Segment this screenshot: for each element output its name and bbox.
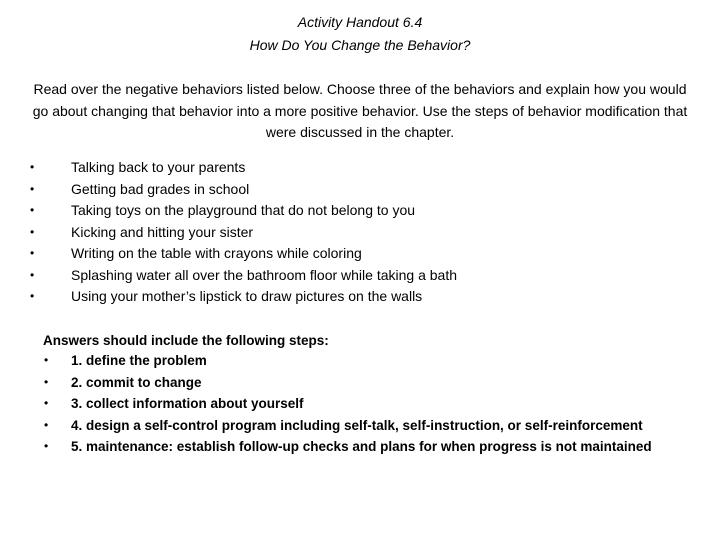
behavior-item (30, 200, 457, 222)
behavior-text: Getting bad grades in school (71, 180, 250, 197)
handout-title: Activity Handout 6.4 (297, 14, 423, 30)
behavior-item (30, 265, 457, 287)
bullet-icon: • (44, 396, 49, 410)
bullet-icon: • (44, 417, 49, 432)
step-item (43, 394, 663, 413)
step-item (43, 351, 663, 370)
bullet-icon: • (30, 203, 35, 217)
behavior-list (30, 157, 457, 308)
behavior-item (30, 222, 457, 244)
step-item (43, 373, 663, 392)
behavior-item (30, 157, 457, 179)
bullet-icon: • (44, 374, 49, 389)
step-text: 1. define the problem (71, 353, 207, 368)
behavior-text: Writing on the table with crayons while coloring (71, 245, 362, 261)
bullet-icon: • (44, 439, 49, 453)
behavior-item (30, 286, 457, 308)
behavior-text: Splashing water all over the bathroom floor while taking a bath (71, 266, 457, 283)
behavior-text: Talking back to your parents (71, 159, 246, 175)
bullet-icon: • (30, 160, 35, 174)
bullet-icon: • (44, 353, 49, 367)
behavior-item (30, 179, 457, 201)
steps-list (43, 351, 663, 459)
step-item (43, 437, 663, 456)
behavior-text: Taking toys on the playground that do not belong to you (71, 202, 416, 218)
handout-subtitle: How Do You Change the Behavior? (249, 37, 471, 53)
bullet-icon: • (30, 289, 35, 303)
step-text: 3. collect information about yourself (71, 396, 304, 411)
answers-heading: Answers should include the following steps: (43, 333, 329, 348)
step-text: 5. maintenance: establish follow-up checks and plans for when progress is not maintained (71, 439, 652, 454)
behavior-item (30, 243, 457, 265)
step-item (43, 416, 663, 435)
bullet-icon: • (30, 246, 35, 260)
instructions-paragraph: Read over the negative behaviors listed below. Choose three of the behaviors and explain how you would go about changing that behavior into a more positive behavior. Use the steps of behavior modification that were discussed in the chapter. (32, 81, 688, 140)
step-text: 2. commit to change (71, 374, 202, 390)
behavior-text: Kicking and hitting your sister (71, 223, 254, 240)
step-text: 4. design a self-control program including self-talk, self-instruction, or self-reinforcement (71, 417, 643, 433)
bullet-icon: • (30, 181, 35, 196)
bullet-icon: • (30, 267, 35, 282)
bullet-icon: • (30, 224, 35, 239)
behavior-text: Using your mother’s lipstick to draw pictures on the walls (71, 288, 423, 304)
